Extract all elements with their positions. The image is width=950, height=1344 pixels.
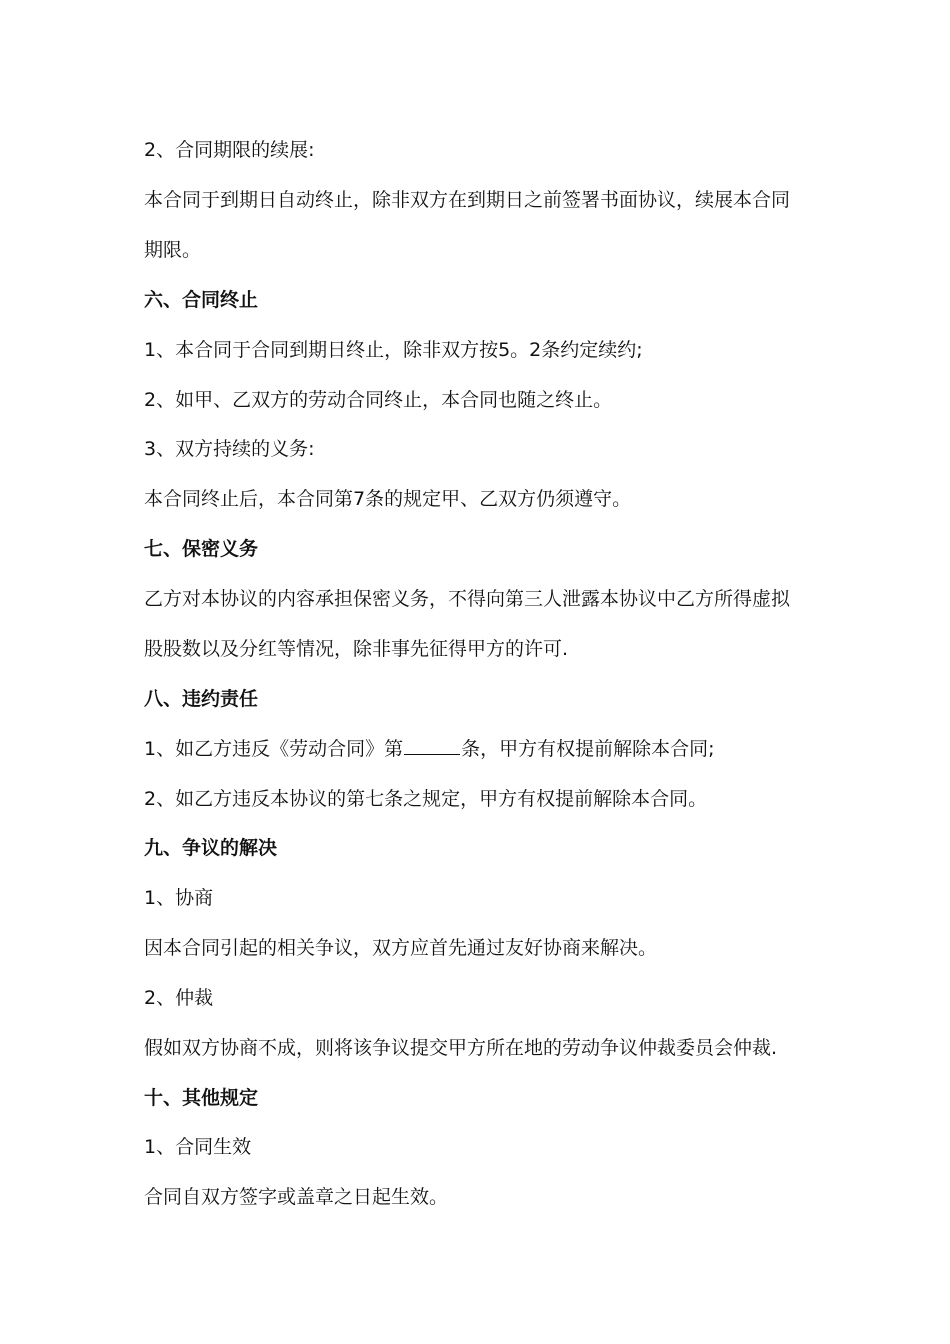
clause-2-renewal-title: 2、合同期限的续展: xyxy=(144,139,315,161)
renewal-text-line-1: 本合同于到期日自动终止，除非双方在到期日之前签署书面协议，续展本合同 xyxy=(144,189,791,211)
dispute-item-1-title: 1、协商 xyxy=(144,887,214,909)
termination-item-3: 3、双方持续的义务: xyxy=(144,438,315,460)
section-6-heading: 六、合同终止 xyxy=(144,289,259,311)
section-9-heading: 九、争议的解决 xyxy=(144,837,278,859)
dispute-item-2-title: 2、仲裁 xyxy=(144,987,214,1009)
confidentiality-text-line-2: 股股数以及分红等情况，除非事先征得甲方的许可. xyxy=(144,638,569,660)
confidentiality-text-line-1: 乙方对本协议的内容承担保密义务，不得向第三人泄露本协议中乙方所得虚拟 xyxy=(144,588,791,610)
breach-item-1 xyxy=(144,737,715,761)
section-7-heading: 七、保密义务 xyxy=(144,538,259,560)
negotiation-text: 因本合同引起的相关争议，双方应首先通过友好协商来解决。 xyxy=(144,937,658,959)
termination-item-1: 1、本合同于合同到期日终止，除非双方按5。2条约定续约; xyxy=(144,339,643,361)
effectiveness-text: 合同自双方签字或盖章之日起生效。 xyxy=(144,1186,449,1208)
continuing-obligations-text: 本合同终止后，本合同第7条的规定甲、乙双方仍须遵守。 xyxy=(144,488,632,510)
article-number-blank xyxy=(404,738,460,755)
termination-item-2: 2、如甲、乙双方的劳动合同终止，本合同也随之终止。 xyxy=(144,389,613,411)
breach-item-1-before: 1、如乙方违反《劳动合同》第 xyxy=(144,738,404,760)
section-10-heading: 十、其他规定 xyxy=(144,1087,259,1109)
renewal-text-line-2: 期限。 xyxy=(144,239,202,261)
other-item-1-title: 1、合同生效 xyxy=(144,1136,252,1158)
arbitration-text: 假如双方协商不成，则将该争议提交甲方所在地的劳动争议仲裁委员会仲裁. xyxy=(144,1037,778,1059)
section-8-heading: 八、违约责任 xyxy=(144,688,259,710)
breach-item-2: 2、如乙方违反本协议的第七条之规定，甲方有权提前解除本合同。 xyxy=(144,788,708,810)
breach-item-1-after: 条，甲方有权提前解除本合同; xyxy=(461,738,715,760)
